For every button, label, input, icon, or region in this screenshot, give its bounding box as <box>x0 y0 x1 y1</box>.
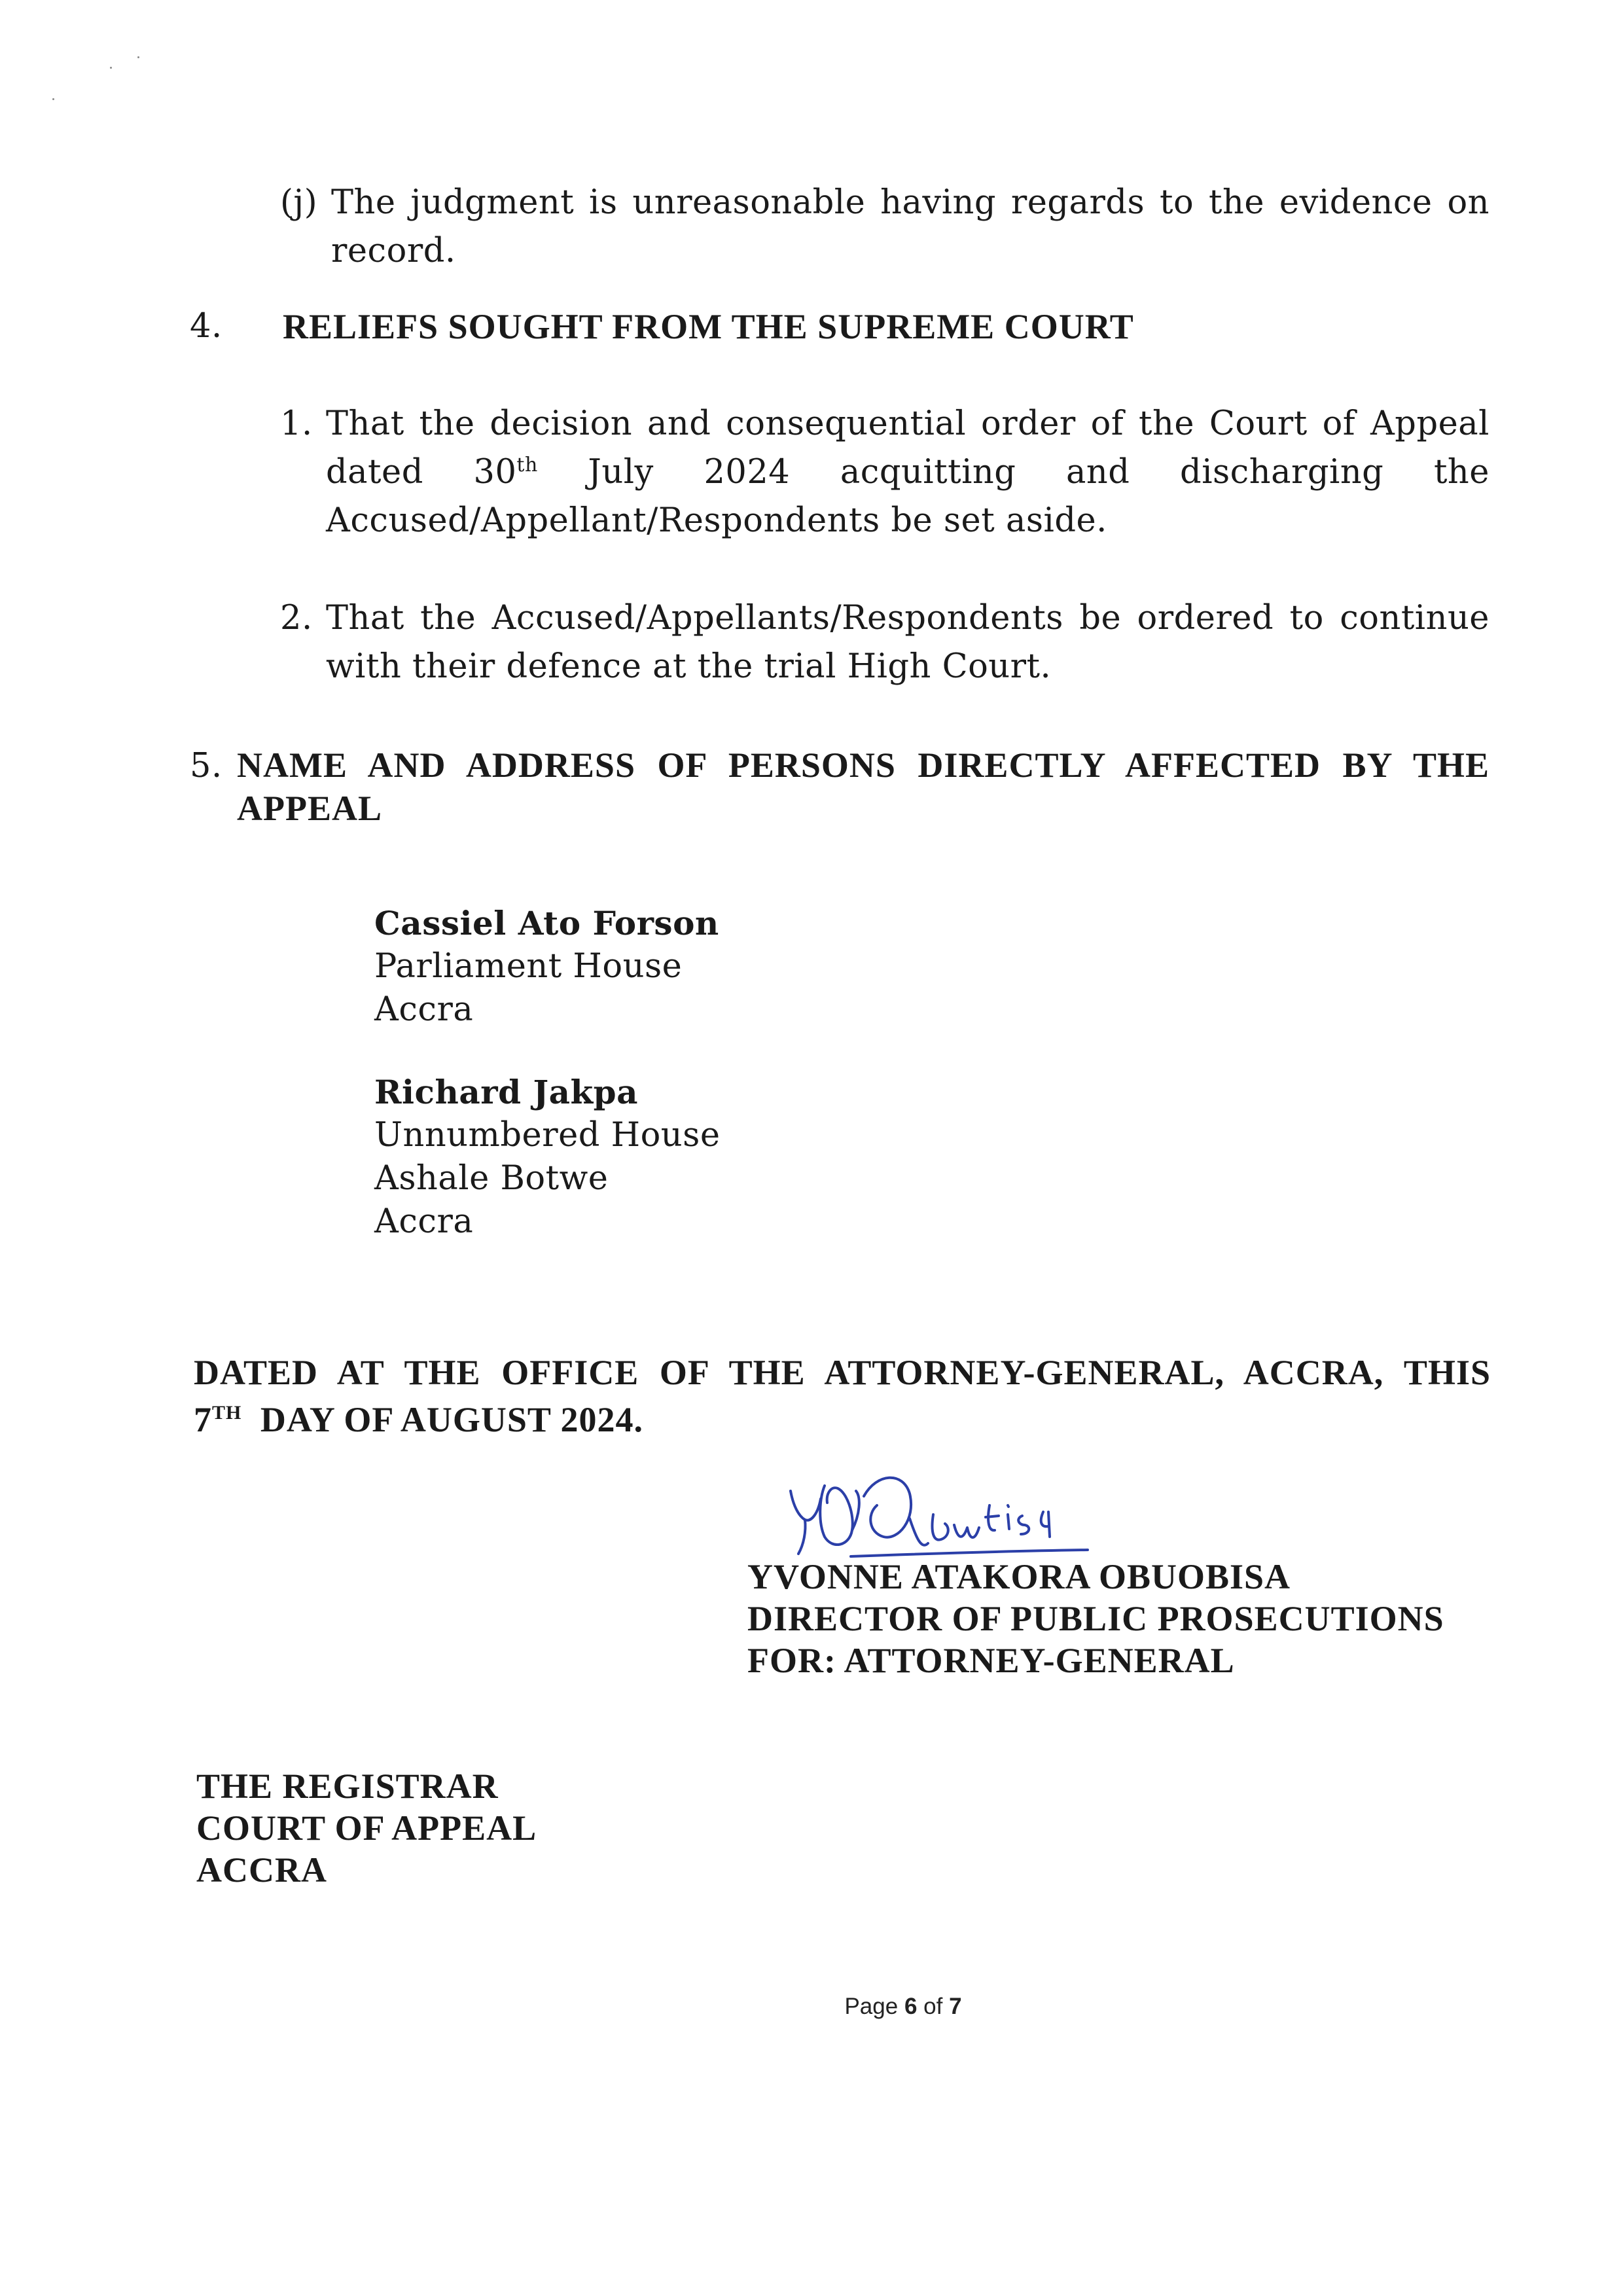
scan-speck <box>137 56 139 58</box>
section-5-heading-line2: APPEAL <box>237 789 382 828</box>
relief-1-line3: Accused/Appellant/Respondents be set aside. <box>326 501 1107 540</box>
addressee-line1: THE REGISTRAR <box>196 1767 499 1806</box>
relief-1-line1: That the decision and consequential order of the Court of Appeal <box>326 404 1489 443</box>
relief-1-word: 2024 <box>704 453 791 492</box>
relief-2-line1: That the Accused/Appellants/Respondents be ordered to continue <box>326 599 1489 637</box>
person-address-line: Ashale Botwe <box>374 1159 609 1198</box>
relief-1-line2 <box>326 448 1489 497</box>
dated-day: 7 <box>194 1400 212 1439</box>
person-block <box>374 902 719 1031</box>
section-5-number: 5. <box>190 747 223 785</box>
relief-1-word: and <box>1066 453 1130 492</box>
dated-line2 <box>194 1398 643 1441</box>
person-name: Richard Jakpa <box>374 1073 639 1111</box>
addressee-line2: COURT OF APPEAL <box>196 1808 537 1848</box>
relief-1-word: July <box>588 453 654 492</box>
relief-1-date-suffix: th <box>516 454 538 476</box>
addressee-line3: ACCRA <box>196 1850 327 1890</box>
ground-j-line2: record. <box>331 232 456 270</box>
ground-j-line1: The judgment is unreasonable having regards to the evidence on <box>331 183 1489 222</box>
relief-1-date-number: 30 <box>473 453 517 492</box>
page-total: 7 <box>949 1994 962 2019</box>
section-5-heading-line1: NAME AND ADDRESS OF PERSONS DIRECTLY AFFECTED BY THE <box>237 745 1489 785</box>
relief-1-word: acquitting <box>840 453 1016 492</box>
dated-rest: DAY OF AUGUST 2024. <box>260 1400 643 1439</box>
signatory-name: YVONNE ATAKORA OBUOBISA <box>747 1557 1291 1596</box>
section-4-heading: RELIEFS SOUGHT FROM THE SUPREME COURT <box>283 307 1134 346</box>
page-label: Page <box>844 1994 899 2019</box>
person-name: Cassiel Ato Forson <box>374 904 719 942</box>
scan-speck <box>110 67 112 69</box>
relief-1-number: 1. <box>280 404 313 443</box>
person-address-line: Accra <box>374 1202 474 1241</box>
relief-1-word: the <box>1433 453 1489 492</box>
relief-1-word: discharging <box>1180 453 1384 492</box>
relief-1-date-day <box>474 448 538 497</box>
dated-line1: DATED AT THE OFFICE OF THE ATTORNEY-GENERAL, ACCRA, THIS <box>194 1353 1491 1392</box>
person-address-line: Parliament House <box>374 947 683 986</box>
person-address-line: Accra <box>374 990 474 1029</box>
dated-day-suffix: TH <box>212 1402 242 1424</box>
page-current: 6 <box>904 1994 918 2019</box>
signature-icon <box>779 1460 1093 1571</box>
person-block <box>374 1071 721 1244</box>
section-4-number: 4. <box>190 307 223 346</box>
signatory-for: FOR: ATTORNEY-GENERAL <box>747 1641 1235 1680</box>
page-number <box>0 1994 1623 2020</box>
signatory-title: DIRECTOR OF PUBLIC PROSECUTIONS <box>747 1599 1444 1638</box>
page-of-label: of <box>923 1994 943 2019</box>
relief-2-number: 2. <box>280 599 313 637</box>
person-address-line: Unnumbered House <box>374 1116 721 1155</box>
ground-j-marker: (j) <box>280 183 318 222</box>
relief-1-word: dated <box>326 453 423 492</box>
relief-2-line2: with their defence at the trial High Court. <box>326 647 1052 686</box>
scan-speck <box>52 98 54 100</box>
